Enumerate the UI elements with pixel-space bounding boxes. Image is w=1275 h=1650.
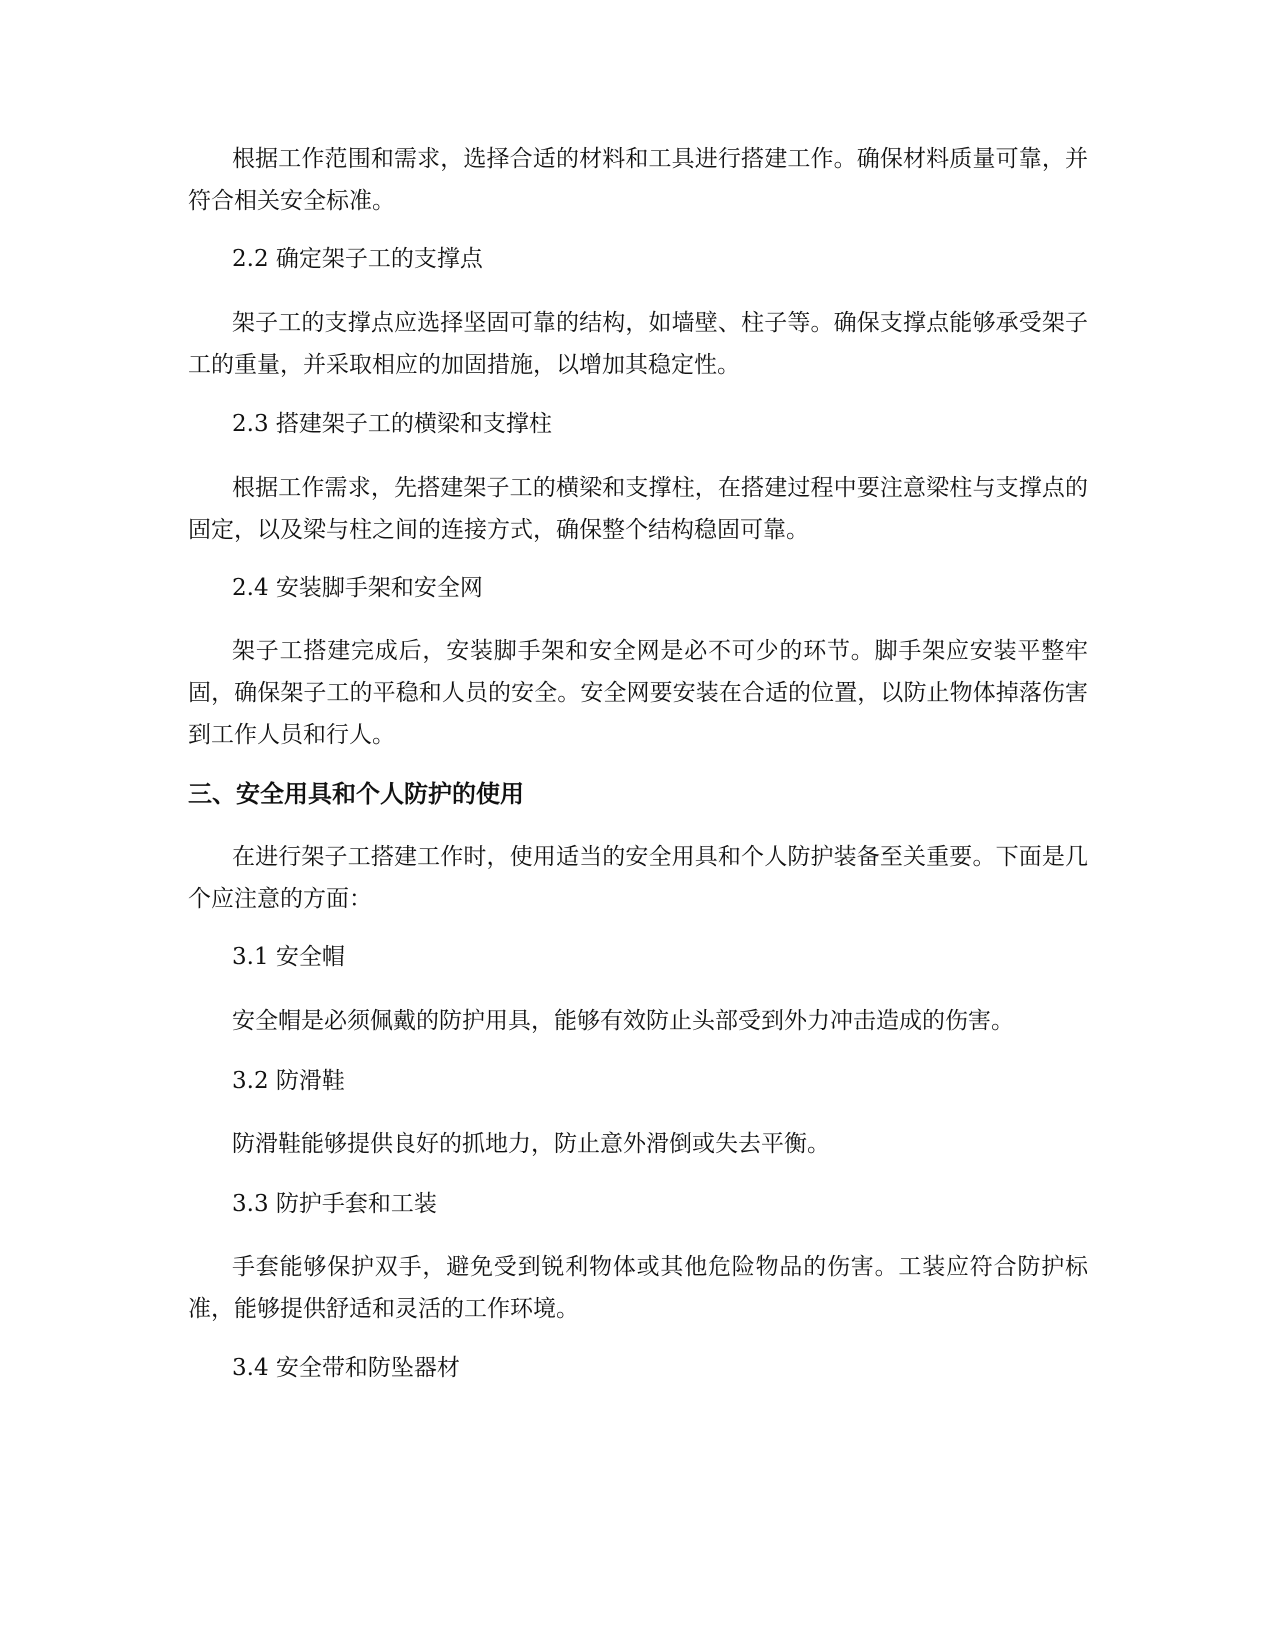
subheading: 3.3 防护手套和工装 bbox=[232, 1191, 437, 1217]
paragraph: 防滑鞋能够提供良好的抓地力，防止意外滑倒或失去平衡。 bbox=[232, 1131, 830, 1157]
subheading: 3.4 安全带和防坠器材 bbox=[232, 1355, 460, 1381]
subheading: 3.2 防滑鞋 bbox=[232, 1068, 345, 1094]
subheading: 2.3 搭建架子工的横梁和支撑柱 bbox=[232, 411, 552, 437]
subheading: 3.1 安全帽 bbox=[232, 944, 345, 970]
paragraph: 根据工作范围和需求，选择合适的材料和工具进行搭建工作。确保材料质量可靠，并符合相关安全标准。 bbox=[188, 146, 1088, 214]
subheading: 2.4 安装脚手架和安全网 bbox=[232, 575, 483, 601]
paragraph: 在进行架子工搭建工作时，使用适当的安全用具和个人防护装备至关重要。下面是几个应注意的方面： bbox=[188, 844, 1088, 912]
paragraph: 架子工搭建完成后，安装脚手架和安全网是必不可少的环节。脚手架应安装平整牢固，确保架子工的平稳和人员的安全。安全网要安装在合适的位置，以防止物体掉落伤害到工作人员和行人。 bbox=[188, 638, 1088, 748]
paragraph: 架子工的支撑点应选择坚固可靠的结构，如墙壁、柱子等。确保支撑点能够承受架子工的重量，并采取相应的加固措施，以增加其稳定性。 bbox=[188, 310, 1088, 378]
paragraph: 安全帽是必须佩戴的防护用具，能够有效防止头部受到外力冲击造成的伤害。 bbox=[232, 1008, 1014, 1034]
paragraph: 根据工作需求，先搭建架子工的横梁和支撑柱，在搭建过程中要注意梁柱与支撑点的固定，以及梁与柱之间的连接方式，确保整个结构稳固可靠。 bbox=[188, 475, 1088, 543]
section-heading: 三、安全用具和个人防护的使用 bbox=[188, 780, 524, 808]
paragraph: 手套能够保护双手，避免受到锐利物体或其他危险物品的伤害。工装应符合防护标准，能够提供舒适和灵活的工作环境。 bbox=[188, 1254, 1088, 1322]
subheading: 2.2 确定架子工的支撑点 bbox=[232, 246, 483, 272]
